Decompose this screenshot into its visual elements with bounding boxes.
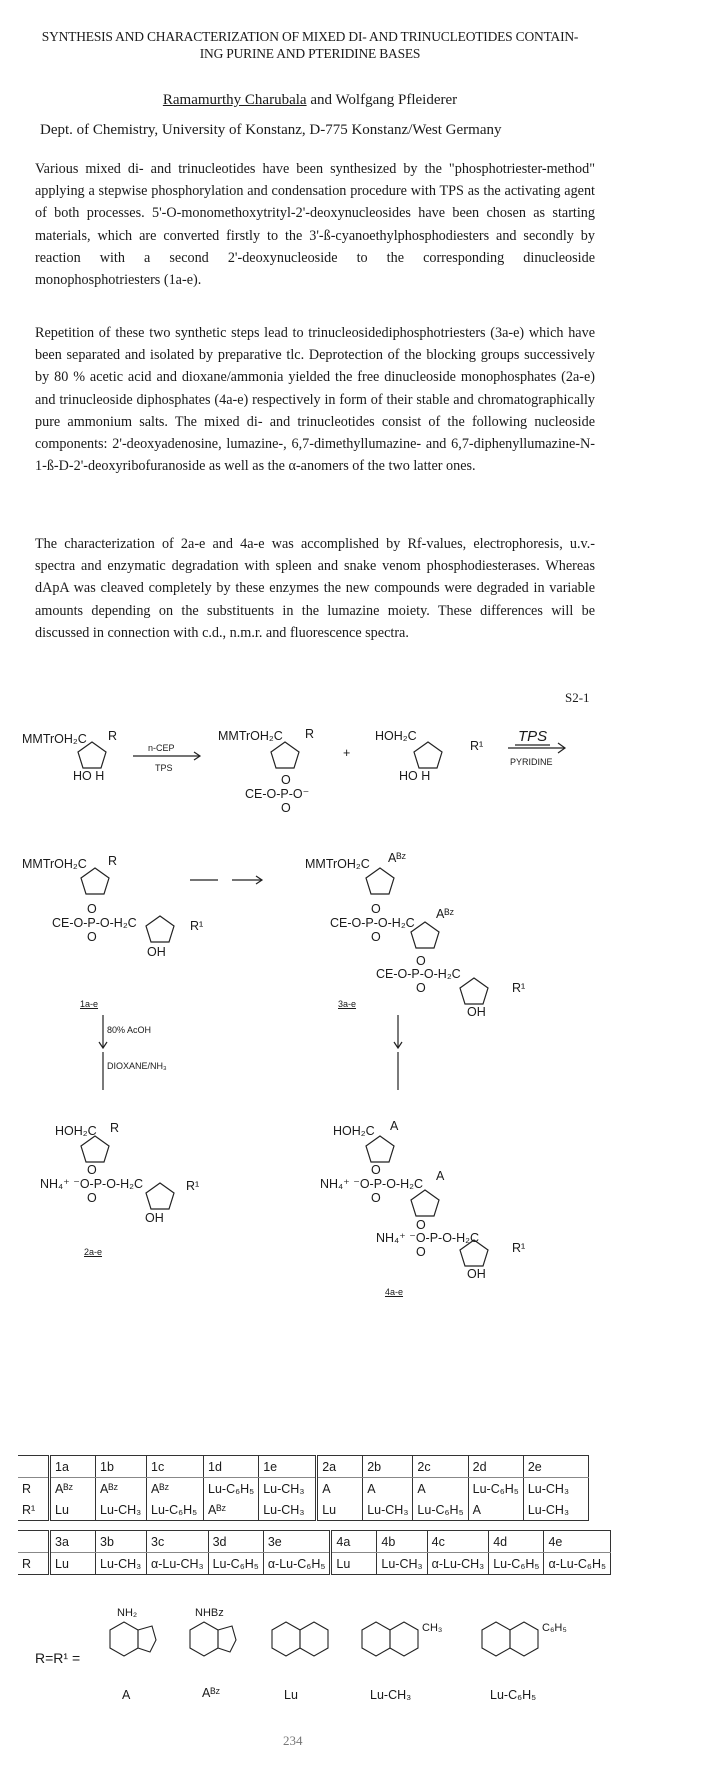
oxygen-label: O — [371, 1191, 381, 1205]
title-line-2: ING PURINE AND PTERIDINE BASES — [199, 46, 421, 61]
ho-h-label: HO H — [73, 769, 105, 783]
abz-label: Aᴮᶻ — [436, 907, 454, 921]
table-cell: Lu-CH₃ — [96, 1499, 147, 1521]
oxygen-label: O — [416, 981, 426, 995]
table-cell: Aᴮᶻ — [147, 1478, 204, 1500]
table-cell: α-Lu-CH₃ — [427, 1553, 489, 1575]
table-cell: 1d — [204, 1456, 259, 1478]
tps-reagent: TPS — [518, 728, 548, 745]
methyl-group-label: CH₃ — [422, 1622, 443, 1634]
oxygen-label: O — [87, 1163, 97, 1177]
table-cell: Aᴮᶻ — [50, 1478, 96, 1500]
table-cell: A — [413, 1478, 468, 1500]
table-cell: Lu-CH₃ — [523, 1499, 588, 1521]
r1-label: R¹ — [190, 919, 204, 933]
table-cell: 2e — [523, 1456, 588, 1478]
author-and: and — [306, 92, 336, 108]
table-cell: Lu-C₆H₅ — [208, 1553, 263, 1575]
table-cell: Lu-C₆H₅ — [413, 1499, 468, 1521]
oh-label: OH — [467, 1005, 486, 1019]
table-cell: 3a — [50, 1531, 96, 1553]
structure-name-lu-ch3: Lu-CH₃ — [370, 1688, 412, 1702]
phenyl-group-label: C₆H₅ — [542, 1622, 567, 1634]
dimethyllumazine-structure — [362, 1622, 418, 1656]
table-cell: 4b — [377, 1531, 427, 1553]
phosphotriester-label: CE-O-P-O-H₂C — [330, 916, 415, 930]
table-cell: Lu-CH₃ — [377, 1553, 427, 1575]
lumazine-structure — [272, 1622, 328, 1656]
mmtr-label: MMTrOH₂C — [22, 857, 87, 871]
r1-label: R¹ — [186, 1179, 200, 1193]
oxygen-label: O — [371, 1163, 381, 1177]
paragraph-2: Repetition of these two synthetic steps lead to trinucleosidediphosphotriesters (3a-e) which have been separated and isolated by preparative tlc. Deprotection of the blocking groups successively by 80 % acetic acid and dioxane/ammonia yielded the free dinucleoside monophosphates (2a-e) and trinucleoside diphosphates (4a-e) respectively in form of their stable and chromatographically pure ammonium salts. The mixed di- and trinucleotides consist of the following nucleoside components: 2'-deoxyadenosine, lumazine-, 6,7-dimethyllumazine- and 6,7-diphenyllumazine-N-1-ß-D-2'-deoxyribofuranoside as well as the α-anomers of the two latter ones. — [35, 325, 595, 475]
oxygen-label: O — [416, 1218, 426, 1232]
mmtr-label: MMTrOH₂C — [305, 857, 370, 871]
table-cell: Lu — [317, 1499, 363, 1521]
paragraph-3: The characterization of 2a-e and 4a-e was accomplished by Rf-values, electrophoresis, u.v.-spectra and enzymatic degradation with spleen and snake venom phosphodiesterases. Whereas dApA was cleaved completely by these enzymes the new compounds were degraded in variable amounts depending on the substituents in the lumazine moiety. These differences will be discussed in connection with c.d., n.m.r. and fluorescence spectra. — [35, 536, 595, 641]
author-1: Ramamurthy Charubala — [162, 92, 307, 108]
row-label-cell: R — [18, 1478, 50, 1500]
compound-1a-e-label: 1a-e — [80, 999, 99, 1009]
oxygen-label: O — [281, 773, 291, 787]
table-cell: 2d — [468, 1456, 523, 1478]
table-cell: 1e — [259, 1456, 317, 1478]
r-label: R — [108, 729, 118, 743]
table-cell: Lu — [331, 1553, 377, 1575]
oh-label: OH — [147, 945, 166, 959]
a-label: A — [436, 1169, 445, 1183]
table-cell: 2b — [363, 1456, 413, 1478]
oh-label: OH — [467, 1267, 486, 1281]
table-cell: Lu — [50, 1553, 96, 1575]
table-cell: Lu-CH₃ — [363, 1499, 413, 1521]
table-cell: Lu-CH₃ — [96, 1553, 147, 1575]
table-cell: 3e — [263, 1531, 331, 1553]
row-label-cell: R — [18, 1553, 50, 1575]
table-cell: Lu-C₆H₅ — [468, 1478, 523, 1500]
benzoyladenine-structure — [190, 1622, 236, 1656]
oxygen-label: O — [416, 1245, 426, 1259]
plus-sign: + — [343, 746, 351, 760]
adenine-structure — [110, 1622, 156, 1656]
title-line-1: SYNTHESIS AND CHARACTERIZATION OF MIXED DI- AND TRINUCLEOTIDES CONTAIN- — [41, 29, 579, 44]
table-cell: 3c — [147, 1531, 209, 1553]
table-cell: Lu-CH₃ — [259, 1499, 317, 1521]
hoh2c-label: HOH₂C — [333, 1124, 375, 1138]
table-cell: Lu-CH₃ — [259, 1478, 317, 1500]
acoh-reagent: 80% AcOH — [107, 1025, 152, 1035]
r-label: R — [108, 854, 118, 868]
paragraph-1: Various mixed di- and trinucleotides have been synthesized by the "phosphotriester-method" applying a stepwise phosphorylation and condensation procedure with TPS as the activating agent of both processes. 5'-O-monomethoxytrityl-2'-deoxynucleosides have been chosen as starting materials, which are converted firstly to the 3'-ß-cyanoethylphosphodiesters and secondly by reaction with a second 2'-deoxynucleoside to the corresponding dinucleoside monophosphotriesters (1a-e). — [35, 161, 595, 289]
table-cell: 1b — [96, 1456, 147, 1478]
table-cell: α-Lu-C₆H₅ — [263, 1553, 331, 1575]
page-number: 234 — [283, 1733, 303, 1748]
diphenyllumazine-structure — [482, 1622, 538, 1656]
table-cell: 1c — [147, 1456, 204, 1478]
oxygen-label: O — [416, 954, 426, 968]
phosphotriester-label: CE-O-P-O-H₂C — [52, 916, 137, 930]
structure-name-lu-c6h5: Lu-C₆H₅ — [490, 1688, 537, 1702]
affiliation: Dept. of Chemistry, University of Konstanz, D-775 Konstanz/West Germany — [40, 122, 502, 138]
table-cell: Aᴮᶻ — [204, 1499, 259, 1521]
dioxane-reagent: DIOXANE/NH₃ — [107, 1061, 167, 1071]
table-cell: Lu-C₆H₅ — [489, 1553, 544, 1575]
table-cell: Lu-C₆H₅ — [204, 1478, 259, 1500]
r-label: R — [305, 727, 315, 741]
table-cell: A — [468, 1499, 523, 1521]
table-cell: 4a — [331, 1531, 377, 1553]
r1-label: R¹ — [512, 981, 526, 995]
oh-label: OH — [145, 1211, 164, 1225]
phosphotriester-label: CE-O-P-O-H₂C — [376, 967, 461, 981]
table-cell: A — [363, 1478, 413, 1500]
compound-3a-e-label: 3a-e — [338, 999, 357, 1009]
r-equals-label: R=R¹ = — [35, 1650, 81, 1666]
mmtr-label: MMTrOH₂C — [22, 732, 87, 746]
hoh2c-label: HOH₂C — [375, 729, 417, 743]
structure-name-abz: Aᴮᶻ — [202, 1686, 220, 1700]
oxygen-label: O — [371, 902, 381, 916]
table-cell: 2c — [413, 1456, 468, 1478]
table-cell: 3b — [96, 1531, 147, 1553]
ho-h-label: HO H — [399, 769, 431, 783]
oxygen-label: O — [87, 1191, 97, 1205]
oxygen-label: O — [371, 930, 381, 944]
scheme-id: S2-1 — [565, 690, 590, 705]
table-cell: α-Lu-CH₃ — [147, 1553, 209, 1575]
a-label: A — [390, 1119, 399, 1133]
table-cell: 4c — [427, 1531, 489, 1553]
ammonium-phosphate-label: NH₄⁺ ⁻O-P-O-H₂C — [40, 1177, 144, 1191]
table-cell: 4d — [489, 1531, 544, 1553]
oxygen-label: O — [281, 801, 291, 815]
hoh2c-label: HOH₂C — [55, 1124, 97, 1138]
author-2: Wolfgang Pfleiderer — [335, 92, 458, 108]
r1-label: R¹ — [470, 739, 484, 753]
table-cell: 3d — [208, 1531, 263, 1553]
table-cell: α-Lu-C₆H₅ — [544, 1553, 611, 1575]
benzoylamino-group-label: NHBz — [195, 1607, 224, 1619]
table-cell: Lu-C₆H₅ — [147, 1499, 204, 1521]
pyridine-solvent: PYRIDINE — [510, 757, 553, 767]
row-label-cell: R¹ — [18, 1499, 50, 1521]
abz-label: Aᴮᶻ — [388, 851, 406, 865]
oxygen-label: O — [87, 930, 97, 944]
oxygen-label: O — [87, 902, 97, 916]
ammonium-phosphate-label: NH₄⁺ ⁻O-P-O-H₂C — [320, 1177, 424, 1191]
tps-reagent: TPS — [155, 763, 173, 773]
compound-4a-e-label: 4a-e — [385, 1287, 404, 1297]
r-label: R — [110, 1121, 120, 1135]
structure-name-a: A — [122, 1688, 131, 1702]
table-cell: 1a — [50, 1456, 96, 1478]
r1-label: R¹ — [512, 1241, 526, 1255]
phosphodiester-label: CE-O-P-O⁻ — [245, 787, 310, 801]
compound-2a-e-label: 2a-e — [84, 1247, 103, 1257]
table-cell: A — [317, 1478, 363, 1500]
table-cell: Lu — [50, 1499, 96, 1521]
ncep-reagent: n-CEP — [148, 743, 175, 753]
amino-group-label: NH₂ — [117, 1607, 138, 1619]
table-cell: Aᴮᶻ — [96, 1478, 147, 1500]
ammonium-phosphate-label: NH₄⁺ ⁻O-P-O-H₂C — [376, 1231, 480, 1245]
table-cell: 4e — [544, 1531, 611, 1553]
table-cell: Lu-CH₃ — [523, 1478, 588, 1500]
structure-name-lu: Lu — [284, 1688, 298, 1702]
mmtr-label: MMTrOH₂C — [218, 729, 283, 743]
table-cell: 2a — [317, 1456, 363, 1478]
